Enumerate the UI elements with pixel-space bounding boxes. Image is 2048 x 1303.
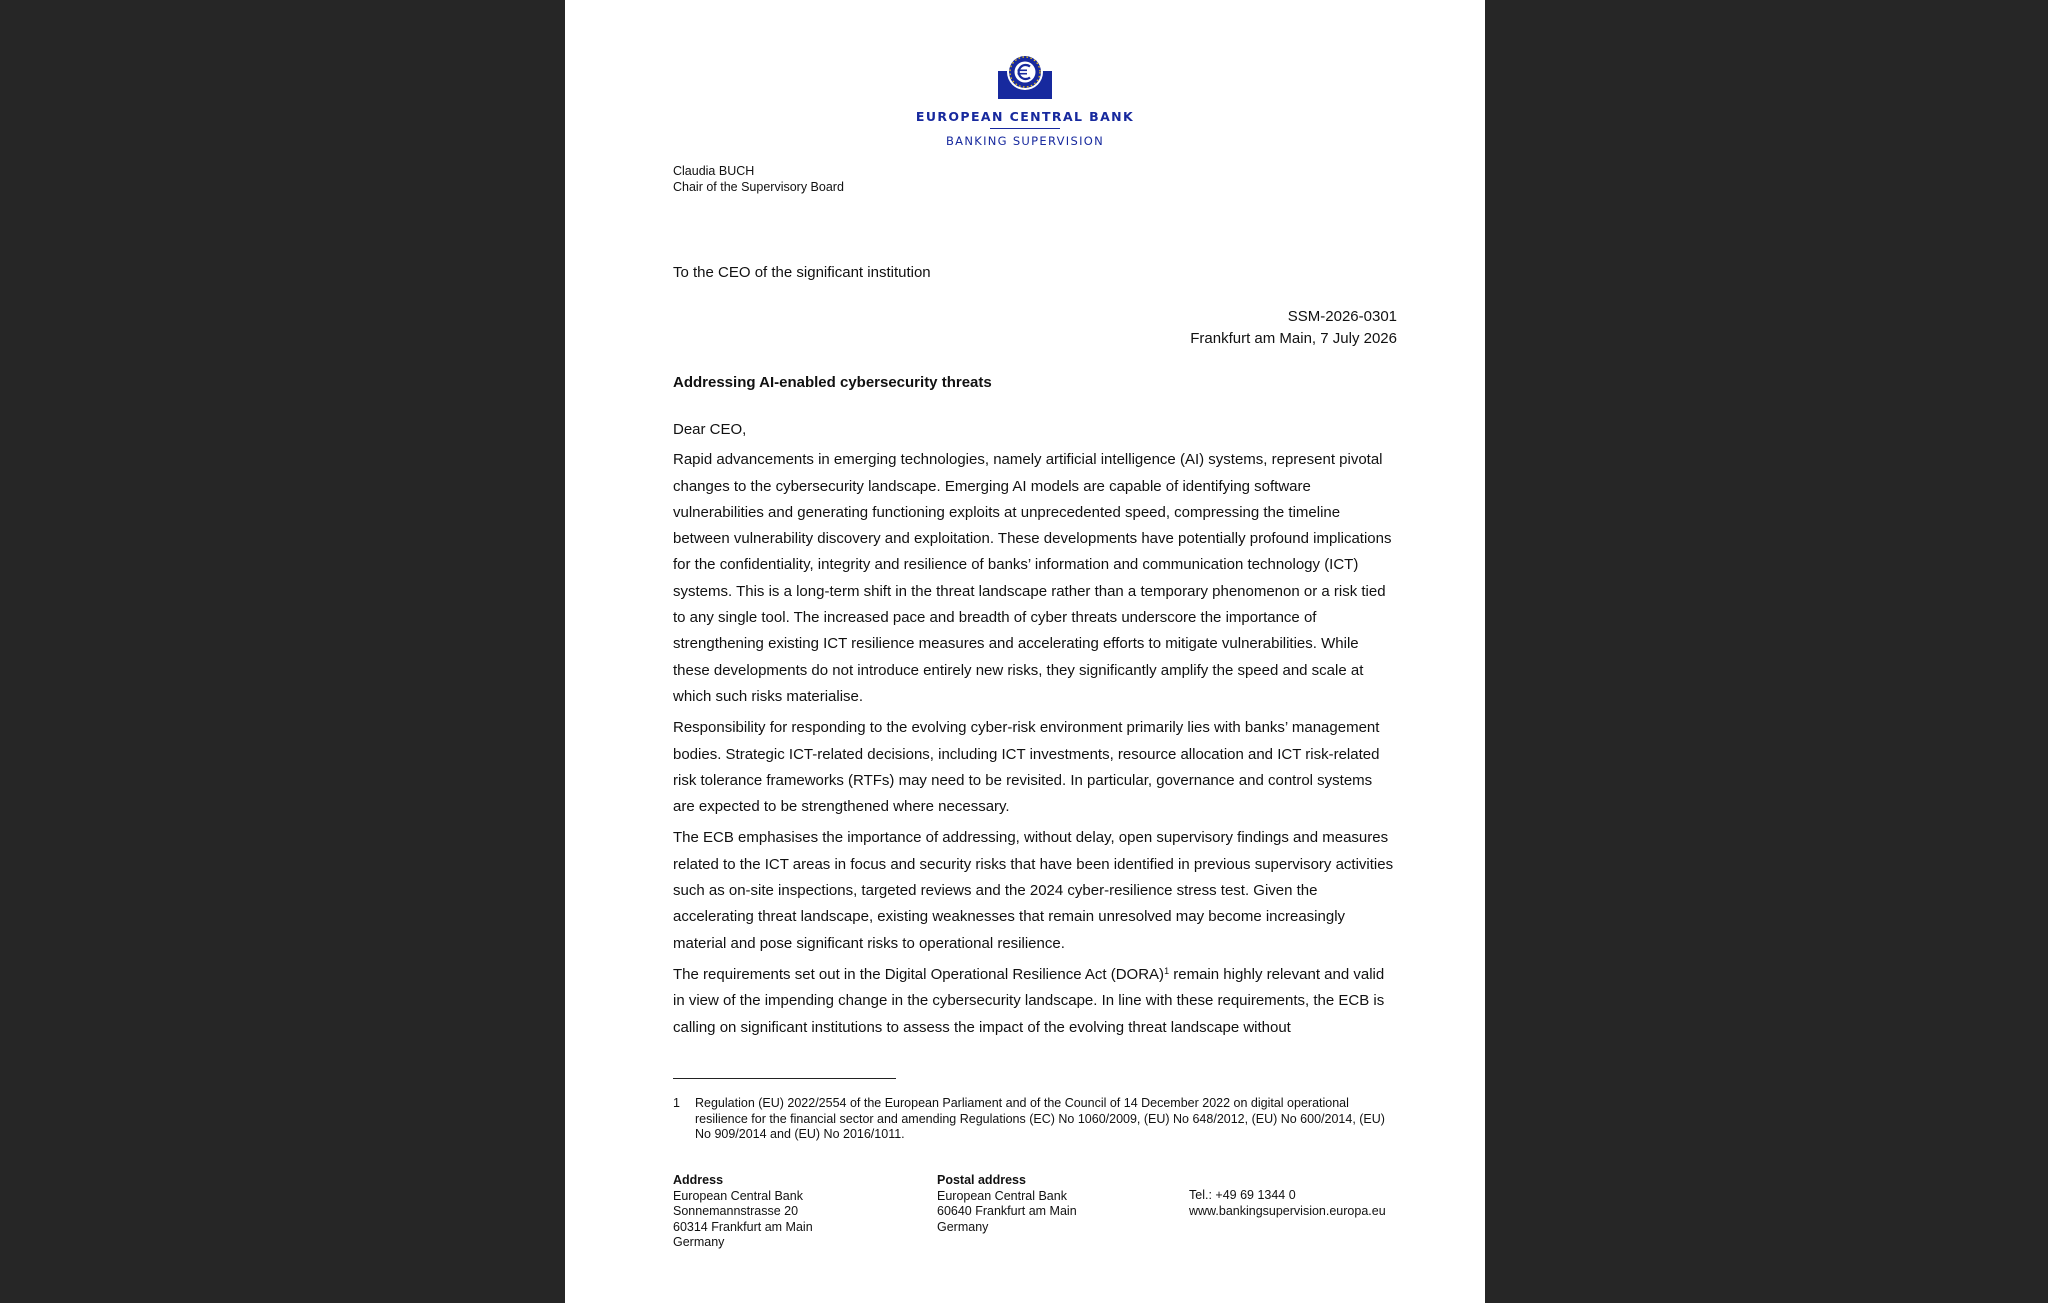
ecb-logo bbox=[565, 53, 1485, 148]
salutation: Dear CEO, bbox=[673, 421, 747, 438]
sender-name: Claudia BUCH bbox=[673, 164, 755, 178]
footnote-number: 1 bbox=[673, 1096, 680, 1110]
body-paragraph-4 bbox=[673, 962, 1397, 1041]
footer-address-line: Sonnemannstrasse 20 bbox=[673, 1204, 799, 1218]
reference-number: SSM-2026-0301 bbox=[1287, 308, 1397, 325]
footnote bbox=[673, 1096, 1397, 1143]
footer-postal-heading: Postal address bbox=[937, 1173, 1026, 1187]
footnote-text: Regulation (EU) 2022/2554 of the European Parliament and of the Council of 14 December 2022 on digital operational resilience for the financial sector and amending Regulations (EC) No 1060/2009, (EU) No 648/2012, (EU) No 600/2014, (EU) No 909/2014 and (EU) No 2016/1011. bbox=[695, 1096, 1385, 1142]
letter-body bbox=[673, 417, 1397, 1046]
footer-website-link[interactable]: www.bankingsupervision.europa.eu bbox=[1189, 1203, 1386, 1218]
footer-contact bbox=[1189, 1188, 1386, 1219]
paragraph-4-end: remain highly relevant and valid in view of the impending change in the cybersecurity landscape. In line with these requirements, the ECB is calling on significant institutions to assess the impact of the evolving threat landscape without bbox=[673, 965, 1385, 1036]
footer-postal-line: 60640 Frankfurt am Main bbox=[937, 1204, 1077, 1218]
logo-divider bbox=[990, 128, 1060, 129]
body-paragraph-3: The ECB emphasises the importance of addressing, without delay, open supervisory findings and measures related to the ICT areas in focus and security risks that have been identified in previous supervisory activities such as on-site inspections, targeted reviews and the 2024 cyber-resilience stress test. Given the accelerating threat landscape, existing weaknesses that remain unresolved may become increasingly material and pose significant risks to operational resilience. bbox=[673, 829, 1394, 952]
paragraph-4-start: The requirements set out in the Digital Operational Resilience Act (DORA) bbox=[673, 965, 1165, 983]
footer-postal-line: European Central Bank bbox=[937, 1188, 1067, 1203]
ecb-euro-seal-icon bbox=[997, 53, 1053, 101]
footer-address-line: European Central Bank bbox=[673, 1188, 803, 1203]
footnote-separator bbox=[673, 1078, 896, 1079]
footnote-reference[interactable]: 1 bbox=[1164, 965, 1170, 976]
body-paragraph-1: Rapid advancements in emerging technologies, namely artificial intelligence (AI) systems, represent pivotal changes to the cybersecurity landscape. Emerging AI models are capable of identifying software vulnerabilities and generating functioning exploits at unprecedented speed, compressing the timeline between vulnerability discovery and exploitation. These developments have potentially profound implications for the confidentiality, integrity and resilience of banks’ information and communication technology (ICT) systems. This is a long-term shift in the threat landscape rather than a temporary phenomenon or a risk tied to any single tool. The increased pace and breadth of cyber threats underscore the importance of strengthening existing ICT resilience measures and accelerating efforts to mitigate vulnerabilities. While these developments do not introduce entirely new risks, they significantly amplify the speed and scale at which such risks materialise. bbox=[673, 451, 1392, 705]
sender-role: Chair of the Supervisory Board bbox=[673, 179, 844, 194]
footer-postal-line: Germany bbox=[937, 1219, 989, 1234]
recipient-line: To the CEO of the significant institution bbox=[673, 264, 931, 281]
logo-subtitle: BANKING SUPERVISION bbox=[945, 134, 1105, 148]
reference-block bbox=[673, 306, 1397, 349]
footer-address-line: 60314 Frankfurt am Main bbox=[673, 1219, 813, 1234]
logo-bank-name: EUROPEAN CENTRAL BANK bbox=[915, 109, 1135, 124]
footer-postal-address bbox=[937, 1173, 1077, 1235]
place-and-date: Frankfurt am Main, 7 July 2026 bbox=[1190, 329, 1397, 347]
sender-block bbox=[673, 164, 844, 195]
letter-subject: Addressing AI-enabled cybersecurity threats bbox=[673, 374, 992, 391]
footer-address-line: Germany bbox=[673, 1235, 725, 1249]
footer-address bbox=[673, 1173, 813, 1251]
footer-address-heading: Address bbox=[673, 1173, 724, 1187]
footer-telephone: Tel.: +49 69 1344 0 bbox=[1189, 1188, 1296, 1202]
body-paragraph-2: Responsibility for responding to the evolving cyber-risk environment primarily lies with banks’ management bodies. Strategic ICT-related decisions, including ICT investments, resource allocation and ICT risk-related risk tolerance frameworks (RTFs) may need to be revisited. In particular, governance and control systems are expected to be strengthened where necessary. bbox=[673, 719, 1380, 816]
letter-page bbox=[565, 0, 1485, 1303]
